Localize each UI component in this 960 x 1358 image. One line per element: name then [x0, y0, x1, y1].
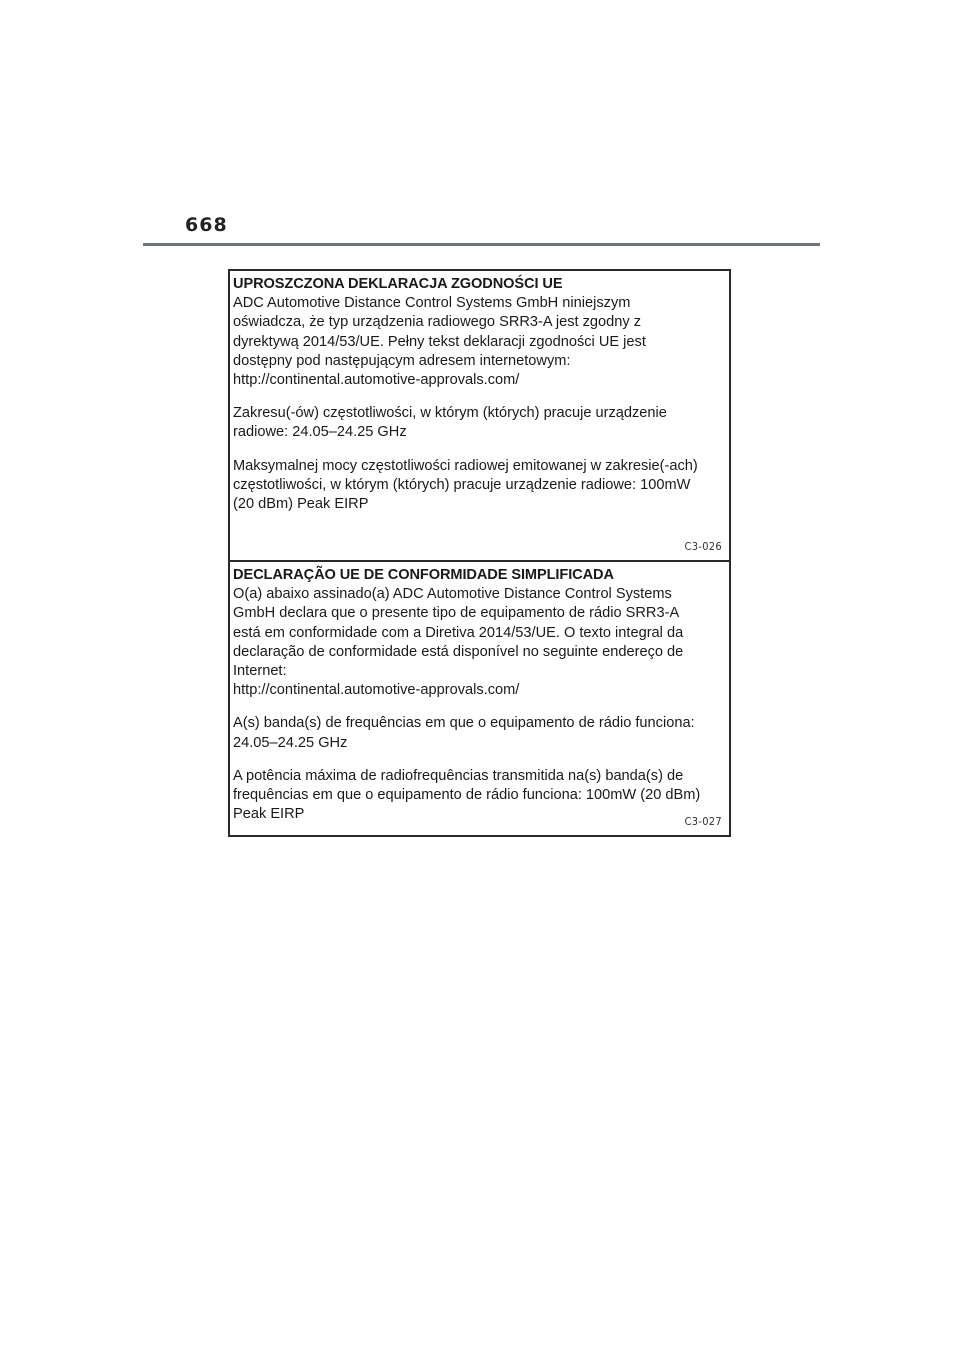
text-line: radiowe: 24.05–24.25 GHz [233, 424, 407, 441]
declaration-box [228, 269, 731, 837]
text-line: http://continental.automotive-approvals.com/ [233, 372, 520, 389]
panel-paragraph [233, 294, 725, 390]
panel-paragraph [233, 457, 725, 515]
text-line: (20 dBm) Peak EIRP [233, 496, 369, 513]
text-line: Peak EIRP [233, 806, 305, 823]
text-line: frequências em que o equipamento de rádio funciona: 100mW (20 dBm) [233, 787, 701, 804]
text-line: GmbH declara que o presente tipo de equipamento de rádio SRR3-A [233, 605, 680, 622]
panel-paragraph [233, 404, 725, 442]
text-line: ADC Automotive Distance Control Systems GmbH niniejszym [233, 295, 631, 312]
panel-paragraph [233, 714, 725, 752]
text-line: częstotliwości, w którym (których) pracuje urządzenie radiowe: 100mW [233, 476, 691, 493]
panel-title: DECLARAÇÃO UE DE CONFORMIDADE SIMPLIFICADA [233, 567, 614, 583]
panel-paragraph [233, 767, 725, 825]
declaration-panel-portuguese [230, 560, 729, 835]
text-line: 24.05–24.25 GHz [233, 734, 348, 751]
declaration-panel-polish [230, 271, 729, 560]
text-line: dostępny pod następującym adresem internetowym: [233, 352, 571, 369]
text-line: A potência máxima de radiofrequências transmitida na(s) banda(s) de [233, 767, 684, 784]
text-line: Zakresu(-ów) częstotliwości, w którym (których) pracuje urządzenie [233, 405, 667, 422]
page-number: 668 [185, 214, 228, 236]
text-line: Internet: [233, 663, 287, 680]
figure-code: C3-026 [684, 539, 722, 553]
text-line: A(s) banda(s) de frequências em que o equipamento de rádio funciona: [233, 715, 695, 732]
text-line: Maksymalnej mocy częstotliwości radiowej emitowanej w zakresie(-ach) [233, 457, 698, 474]
text-line: dyrektywą 2014/53/UE. Pełny tekst deklaracji zgodności UE jest [233, 333, 646, 350]
text-line: declaração de conformidade está disponível no seguinte endereço de [233, 643, 684, 660]
header-rule [143, 243, 820, 246]
text-line: http://continental.automotive-approvals.com/ [233, 682, 520, 699]
text-line: está em conformidade com a Diretiva 2014/53/UE. O texto integral da [233, 624, 684, 641]
panel-paragraph [233, 585, 725, 700]
text-line: O(a) abaixo assinado(a) ADC Automotive Distance Control Systems [233, 586, 672, 603]
panel-title: UPROSZCZONA DEKLARACJA ZGODNOŚCI UE [233, 276, 563, 292]
text-line: oświadcza, że typ urządzenia radiowego SRR3-A jest zgodny z [233, 314, 642, 331]
figure-code: C3-027 [684, 814, 722, 828]
